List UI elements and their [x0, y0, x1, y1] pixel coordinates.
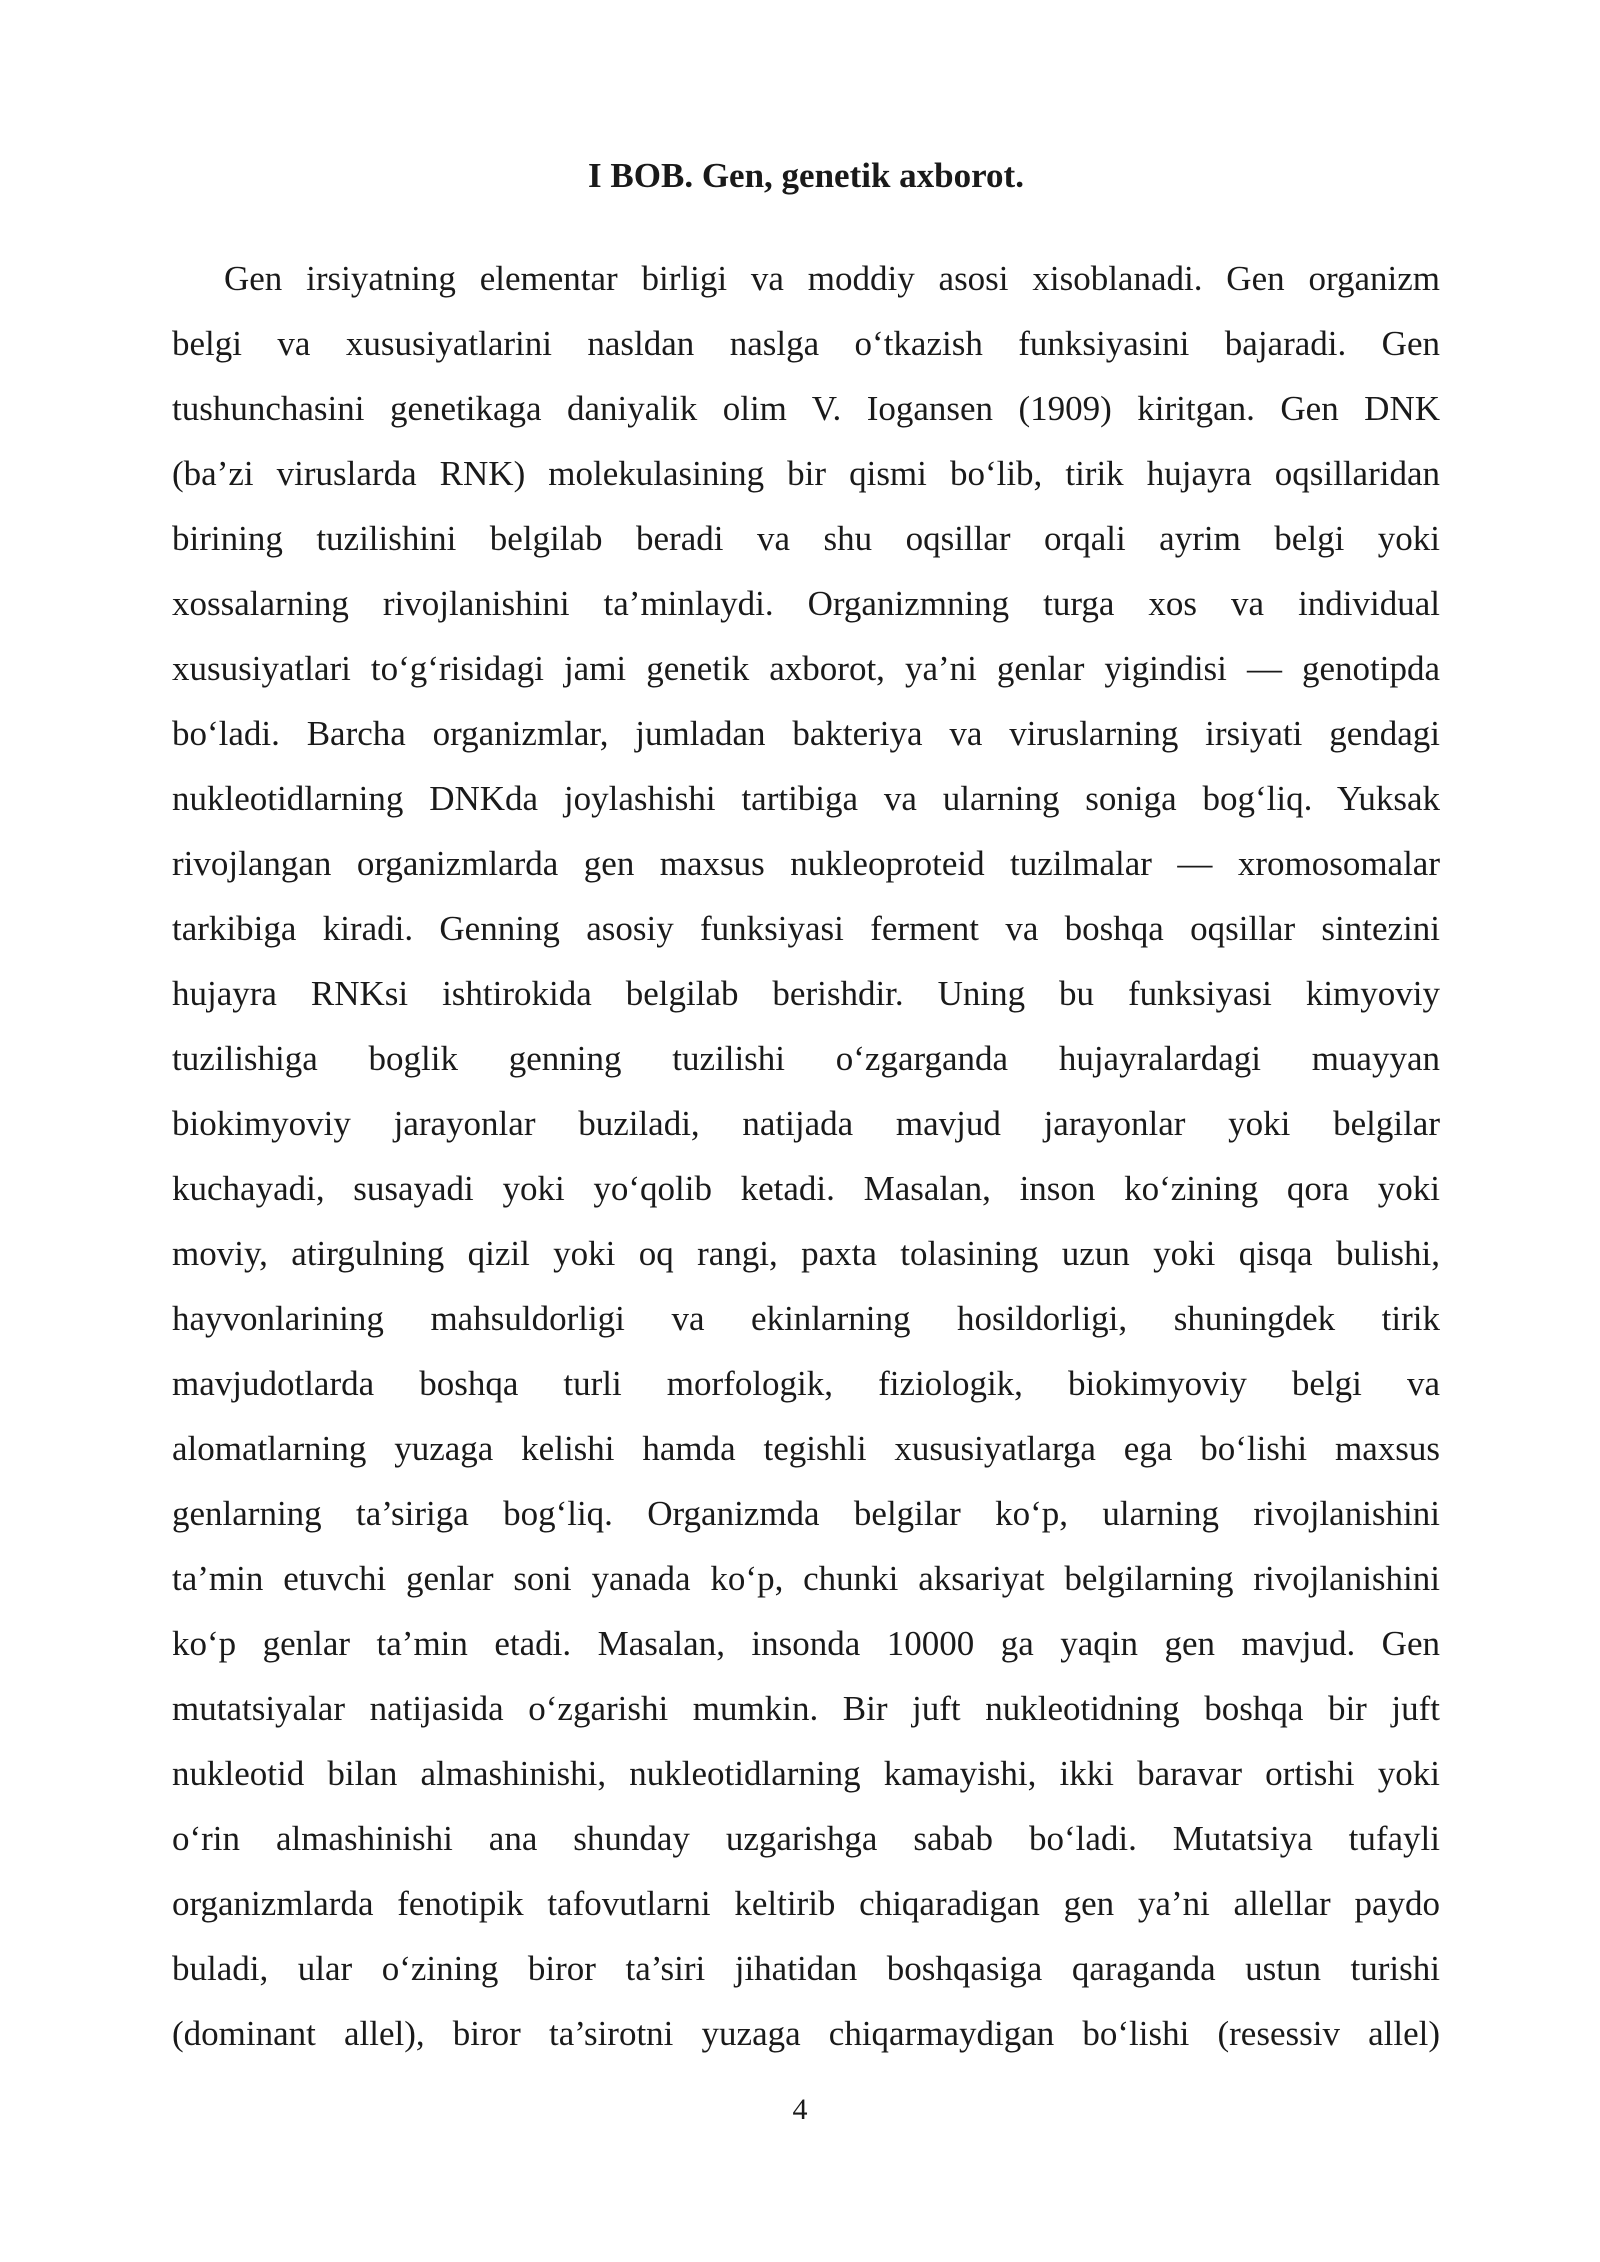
page-number: 4 [792, 2093, 808, 2126]
paragraph-line: (dominant allel), biror ta’sirotni yuzaga chiqarmaydigan bo‘lishi (resessiv allel) [172, 2014, 1440, 2053]
paragraph-line: (ba’zi viruslarda RNK) molekulasining bir qismi bo‘lib, tirik hujayra oqsillaridan [172, 454, 1440, 493]
paragraph-line: tarkibiga kiradi. Genning asosiy funksiyasi ferment va boshqa oqsillar sintezini [172, 909, 1440, 948]
paragraph-line: Gen irsiyatning elementar birligi va moddiy asosi xisoblanadi. Gen organizm [224, 259, 1440, 298]
paragraph-line: tuzilishiga boglik genning tuzilishi o‘zgarganda hujayralardagi muayyan [172, 1039, 1440, 1078]
paragraph-line: kuchayadi, susayadi yoki yo‘qolib ketadi. Masalan, inson ko‘zining qora yoki [172, 1169, 1440, 1208]
paragraph-line: ko‘p genlar ta’min etadi. Masalan, insonda 10000 ga yaqin gen mavjud. Gen [172, 1624, 1440, 1663]
paragraph-line: organizmlarda fenotipik tafovutlarni keltirib chiqaradigan gen ya’ni allellar paydo [172, 1884, 1440, 1923]
body-paragraph [172, 246, 1440, 2066]
chapter-title: I BOB. Gen, genetik axborot. [588, 156, 1024, 195]
paragraph-line: mavjudotlarda boshqa turli morfologik, fiziologik, biokimyoviy belgi va [172, 1364, 1440, 1403]
paragraph-line: genlarning ta’siriga bog‘liq. Organizmda belgilar ko‘p, ularning rivojlanishini [172, 1494, 1440, 1533]
paragraph-line: alomatlarning yuzaga kelishi hamda tegishli xususiyatlarga ega bo‘lishi maxsus [172, 1429, 1440, 1468]
paragraph-line: belgi va xususiyatlarini nasldan naslga o‘tkazish funksiyasini bajaradi. Gen [172, 324, 1440, 363]
paragraph-line: nukleotid bilan almashinishi, nukleotidlarning kamayishi, ikki baravar ortishi yoki [172, 1754, 1440, 1793]
paragraph-line: tushunchasini genetikaga daniyalik olim V. Iogansen (1909) kiritgan. Gen DNK [172, 389, 1440, 428]
paragraph-line: birining tuzilishini belgilab beradi va shu oqsillar orqali ayrim belgi yoki [172, 519, 1440, 558]
paragraph-line: buladi, ular o‘zining biror ta’siri jihatidan boshqasiga qaraganda ustun turishi [172, 1949, 1440, 1988]
paragraph-line: nukleotidlarning DNKda joylashishi tartibiga va ularning soniga bog‘liq. Yuksak [172, 779, 1440, 818]
paragraph-line: moviy, atirgulning qizil yoki oq rangi, paxta tolasining uzun yoki qisqa bulishi, [172, 1234, 1440, 1273]
paragraph-line: xossalarning rivojlanishini ta’minlaydi. Organizmning turga xos va individual [172, 584, 1440, 623]
paragraph-line: o‘rin almashinishi ana shunday uzgarishga sabab bo‘ladi. Mutatsiya tufayli [172, 1819, 1440, 1858]
paragraph-line: hayvonlarining mahsuldorligi va ekinlarning hosildorligi, shuningdek tirik [172, 1299, 1440, 1338]
paragraph-line: ta’min etuvchi genlar soni yanada ko‘p, chunki aksariyat belgilarning rivojlanishini [172, 1559, 1440, 1598]
paragraph-line: biokimyoviy jarayonlar buziladi, natijada mavjud jarayonlar yoki belgilar [172, 1104, 1440, 1143]
paragraph-line: bo‘ladi. Barcha organizmlar, jumladan bakteriya va viruslarning irsiyati gendagi [172, 714, 1440, 753]
paragraph-line: xususiyatlari to‘g‘risidagi jami genetik axborot, ya’ni genlar yigindisi — genotipda [172, 649, 1440, 688]
paragraph-line: hujayra RNKsi ishtirokida belgilab berishdir. Uning bu funksiyasi kimyoviy [172, 974, 1440, 1013]
paragraph-line: rivojlangan organizmlarda gen maxsus nukleoproteid tuzilmalar — xromosomalar [172, 844, 1440, 883]
paragraph-line: mutatsiyalar natijasida o‘zgarishi mumkin. Bir juft nukleotidning boshqa bir juft [172, 1689, 1440, 1728]
